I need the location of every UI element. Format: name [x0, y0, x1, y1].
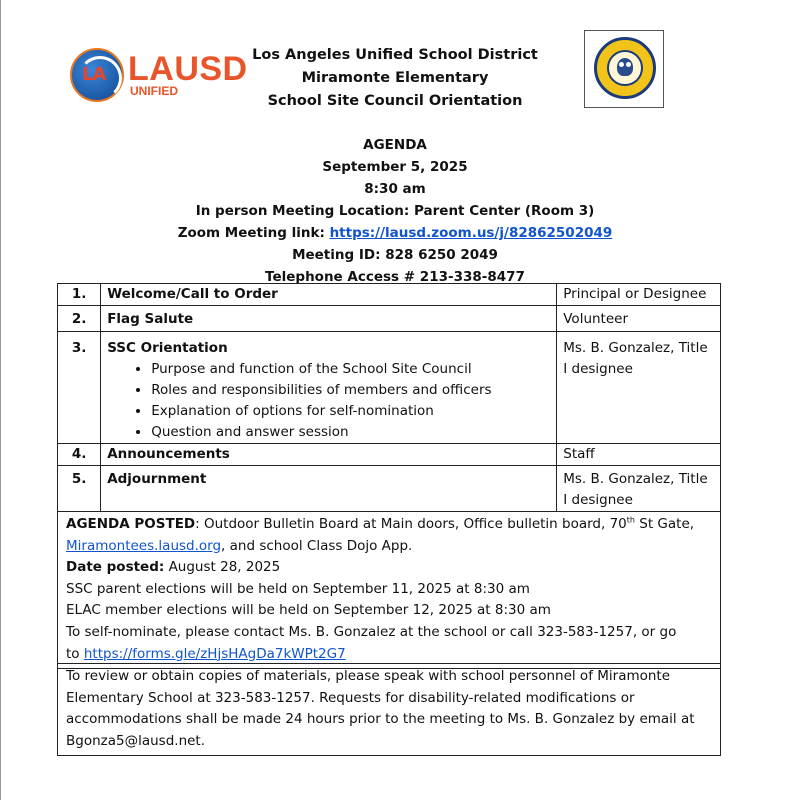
logo-subtitle: UNIFIED — [130, 84, 178, 98]
lausd-seal-icon — [70, 48, 124, 102]
posted-line — [66, 514, 714, 536]
self-nominate-line-2 — [66, 644, 714, 666]
meeting-location: In person Meeting Location: Parent Center (Room 3) — [195, 203, 595, 219]
agenda-block — [150, 134, 640, 288]
zoom-link[interactable]: https://lausd.zoom.us/j/82862502049 — [329, 225, 613, 241]
school-name: Miramonte Elementary — [301, 70, 489, 86]
item-presenter: Principal or Designee — [557, 284, 721, 306]
agenda-items-table — [57, 283, 721, 512]
posted-label: AGENDA POSTED — [66, 516, 196, 532]
item-presenter: Staff — [557, 444, 721, 466]
posted-text: : Outdoor Bulletin Board at Main doors, Office bulletin board, 70 — [195, 516, 627, 532]
meeting-id: Meeting ID: 828 6250 2049 — [292, 247, 498, 263]
item-title: Welcome/Call to Order — [101, 284, 557, 306]
accessibility-notice: To review or obtain copies of materials, please speak with school personnel of Miramonte Elementary School at 323-583-1257. Requests for disability-related modifications or accommodations shall be made 24 hours prior to the meeting to Ms. B. Gonzalez by email at Bgonza5@lausd.net. — [57, 663, 721, 756]
item-number: 4. — [58, 444, 101, 466]
school-site-link[interactable]: Miramontees.lausd.org — [66, 537, 222, 554]
zoom-label: Zoom Meeting link: — [177, 225, 330, 241]
item-cell — [101, 332, 557, 444]
date-posted-label: Date posted: — [66, 559, 165, 576]
school-seal-frame — [584, 30, 664, 108]
item-number: 2. — [58, 306, 101, 332]
document-header — [250, 44, 540, 113]
meeting-title: School Site Council Orientation — [267, 93, 523, 109]
orientation-topics — [107, 359, 550, 443]
posted-sup: th — [626, 515, 635, 525]
telephone-access: Telephone Access # 213-338-8477 — [265, 269, 525, 285]
item-number: 5. — [58, 466, 101, 512]
elac-elections: ELAC member elections will be held on September 12, 2025 at 8:30 am — [66, 602, 551, 619]
list-item: • Question and answer session — [151, 422, 550, 443]
item-number: 1. — [58, 284, 101, 306]
self-nominate-to: to — [66, 645, 84, 662]
posting-notice — [57, 512, 721, 669]
item-presenter: Ms. B. Gonzalez, Title I designee — [557, 466, 721, 512]
district-name: Los Angeles Unified School District — [252, 47, 538, 63]
date-posted-line — [66, 557, 714, 579]
zoom-line — [150, 222, 640, 244]
item-presenter: Volunteer — [557, 306, 721, 332]
date-posted-value: August 28, 2025 — [164, 559, 281, 576]
table-row — [58, 444, 721, 466]
table-row — [58, 306, 721, 332]
table-row — [58, 332, 721, 444]
posted-text-c: , and school Class Dojo App. — [221, 537, 413, 554]
item-title: Announcements — [101, 444, 557, 466]
list-item: • Explanation of options for self-nomination — [151, 401, 550, 422]
item-title: Flag Salute — [101, 306, 557, 332]
table-row — [58, 466, 721, 512]
table-row — [58, 284, 721, 306]
nomination-form-link[interactable]: https://forms.gle/zHjsHAgDa7kWPt2G7 — [83, 645, 346, 662]
self-nominate-text: To self-nominate, please contact Ms. B. Gonzalez at the school or call 323-583-1257, or go — [66, 623, 677, 640]
list-item: • Purpose and function of the School Site Council — [151, 359, 550, 380]
logo-circle-text: LA — [82, 64, 106, 85]
posted-line-2 — [66, 536, 714, 558]
owl-seal-icon — [594, 37, 656, 99]
item-presenter: Ms. B. Gonzalez, Title I designee — [557, 332, 721, 444]
page-edge — [0, 0, 1, 800]
list-item: • Roles and responsibilities of members and officers — [151, 380, 550, 401]
logo-wordmark: LAUSD — [128, 50, 248, 88]
agenda-title: AGENDA — [363, 137, 427, 153]
item-title: Adjournment — [101, 466, 557, 512]
item-number: 3. — [58, 332, 101, 444]
item-title: SSC Orientation — [107, 340, 228, 356]
ssc-elections: SSC parent elections will be held on September 11, 2025 at 8:30 am — [66, 580, 530, 597]
posted-text-b: St Gate, — [634, 516, 695, 532]
lausd-logo — [70, 48, 250, 104]
meeting-date: September 5, 2025 — [322, 159, 468, 175]
meeting-time: 8:30 am — [364, 181, 426, 197]
